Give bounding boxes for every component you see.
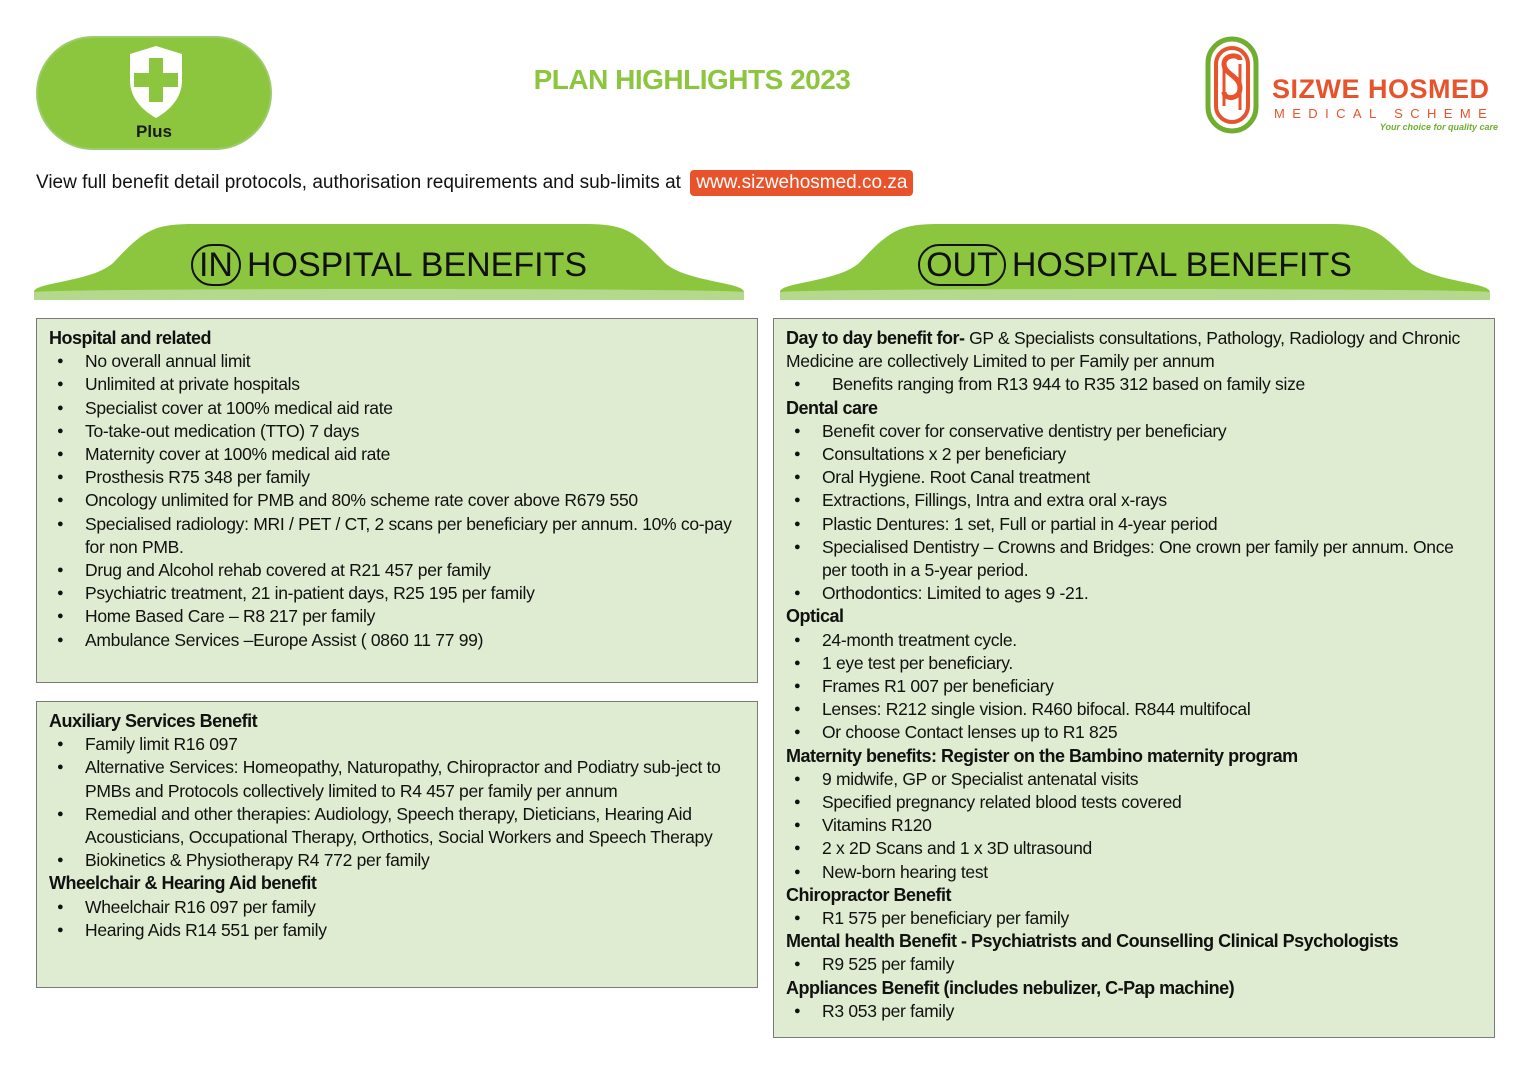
day-to-day-title: Day to day benefit for- [786,328,965,348]
in-heading-text: HOSPITAL BENEFITS [246,246,588,284]
dental-title: Dental care [786,397,878,418]
list-item: ● Wheelchair R16 097 per family [49,896,745,919]
hospital-related-title: Hospital and related [49,328,212,348]
day-to-day-intro [786,327,1482,373]
auxiliary-list [49,733,745,872]
list-item: ● Specified pregnancy related blood tests covered [786,791,1482,814]
in-hospital-heading [34,244,744,286]
list-item: ● Unlimited at private hospitals [49,373,745,396]
list-item: ● Hearing Aids R14 551 per family [49,919,745,942]
mental-health-title: Mental health Benefit - Psychiatrists and Counselling Clinical Psychologists [786,931,1399,952]
intro-text: View full benefit detail protocols, authorisation requirements and sub-limits at [36,172,681,193]
dental-list [786,420,1482,606]
list-item: ● Frames R1 007 per beneficiary [786,675,1482,698]
out-hospital-tab [780,222,1490,300]
hospital-related-list [49,350,745,652]
list-item: ● Orthodontics: Limited to ages 9 -21. [786,582,1482,605]
list-item: ● Maternity cover at 100% medical aid rate [49,443,745,466]
logo-subtitle: MEDICAL SCHEME [1274,106,1495,121]
list-item: ● 9 midwife, GP or Specialist antenatal visits [786,768,1482,791]
out-hospital-heading [780,244,1490,286]
out-ring: OUT [918,244,1006,286]
list-item: ● R1 575 per beneficiary per family [786,907,1482,930]
in-hospital-tab [34,222,744,300]
list-item: ● Lenses: R212 single vision. R460 bifocal. R844 multifocal [786,698,1482,721]
list-item: ● Oral Hygiene. Root Canal treatment [786,466,1482,489]
list-item: ● Plastic Dentures: 1 set, Full or partial in 4-year period [786,513,1482,536]
in-ring: IN [191,244,241,286]
maternity-list [786,768,1482,884]
list-item: ● To-take-out medication (TTO) 7 days [49,420,745,443]
list-item: ● Home Based Care – R8 217 per family [49,605,745,628]
hospital-related-box [36,318,758,683]
list-item: ● R9 525 per family [786,953,1482,976]
mental-health-list [786,953,1482,976]
scheme-logo [1204,36,1504,136]
list-item: ● Benefit cover for conservative dentistry per beneficiary [786,420,1482,443]
out-hospital-box [773,318,1495,1038]
chiropractor-list [786,907,1482,930]
list-item: ● Alternative Services: Homeopathy, Naturopathy, Chiropractor and Podiatry sub-ject to PMBs and Protocols collectively limited to R4 457 per family per annum [49,756,745,802]
list-item: ● Psychiatric treatment, 21 in-patient days, R25 195 per family [49,582,745,605]
list-item: ● Biokinetics & Physiotherapy R4 772 per family [49,849,745,872]
maternity-title: Maternity benefits: Register on the Bambino maternity program [786,745,1298,766]
list-item: ● Benefits ranging from R13 944 to R35 312 based on family size [786,373,1482,396]
list-item: ● New-born hearing test [786,861,1482,884]
list-item: ● Specialised Dentistry – Crowns and Bridges: One crown per family per annum. Once per tooth in a 5-year period. [786,536,1482,582]
optical-title: Optical [786,606,844,627]
list-item: ● Vitamins R120 [786,814,1482,837]
appliances-list [786,1000,1482,1023]
wheelchair-title: Wheelchair & Hearing Aid benefit [49,873,317,894]
badge-label: Plus [136,122,172,141]
auxiliary-box [36,701,758,988]
list-item: ● Family limit R16 097 [49,733,745,756]
list-item: ● Ambulance Services –Europe Assist ( 0860 11 77 99) [49,629,745,652]
plan-badge [36,36,272,150]
website-link[interactable]: www.sizwehosmed.co.za [690,170,913,196]
list-item: ● R3 053 per family [786,1000,1482,1023]
list-item: ● Prosthesis R75 348 per family [49,466,745,489]
list-item: ● 1 eye test per beneficiary. [786,652,1482,675]
list-item: ● Remedial and other therapies: Audiology, Speech therapy, Dieticians, Hearing Aid Acousticians, Occupational Therapy, Orthotics, Social Workers and Speech Therapy [49,803,745,849]
list-item: ● Drug and Alcohol rehab covered at R21 457 per family [49,559,745,582]
appliances-title: Appliances Benefit (includes nebulizer, C-Pap machine) [786,977,1235,998]
list-item: ● Consultations x 2 per beneficiary [786,443,1482,466]
list-item: ● Extractions, Fillings, Intra and extra oral x-rays [786,489,1482,512]
list-item: ● Oncology unlimited for PMB and 80% scheme rate cover above R679 550 [49,489,745,512]
list-item: ● Specialist cover at 100% medical aid rate [49,397,745,420]
intro-line [36,170,913,196]
page-title: PLAN HIGHLIGHTS 2023 [533,64,851,95]
logo-name: SIZWE HOSMED [1272,74,1490,104]
day-to-day-list [786,373,1482,396]
chiropractor-title: Chiropractor Benefit [786,884,952,905]
list-item: ● No overall annual limit [49,350,745,373]
list-item: ● Specialised radiology: MRI / PET / CT, 2 scans per beneficiary per annum. 10% co-pay for non PMB. [49,513,745,559]
optical-list [786,629,1482,745]
out-heading-text: HOSPITAL BENEFITS [1011,246,1352,284]
auxiliary-title: Auxiliary Services Benefit [49,711,258,731]
shield-cross-icon [126,44,186,120]
list-item: ● 24-month treatment cycle. [786,629,1482,652]
list-item: ● 2 x 2D Scans and 1 x 3D ultrasound [786,837,1482,860]
day-to-day-text: GP & Specialists consultations, Pathology, Radiology and Chronic Medicine are collectively Limited to per Family per annum [786,328,1460,372]
wheelchair-list [49,896,745,942]
logo-tagline: Your choice for quality care [1379,122,1498,132]
s-logo-icon [1204,36,1260,134]
list-item: ● Or choose Contact lenses up to R1 825 [786,721,1482,744]
